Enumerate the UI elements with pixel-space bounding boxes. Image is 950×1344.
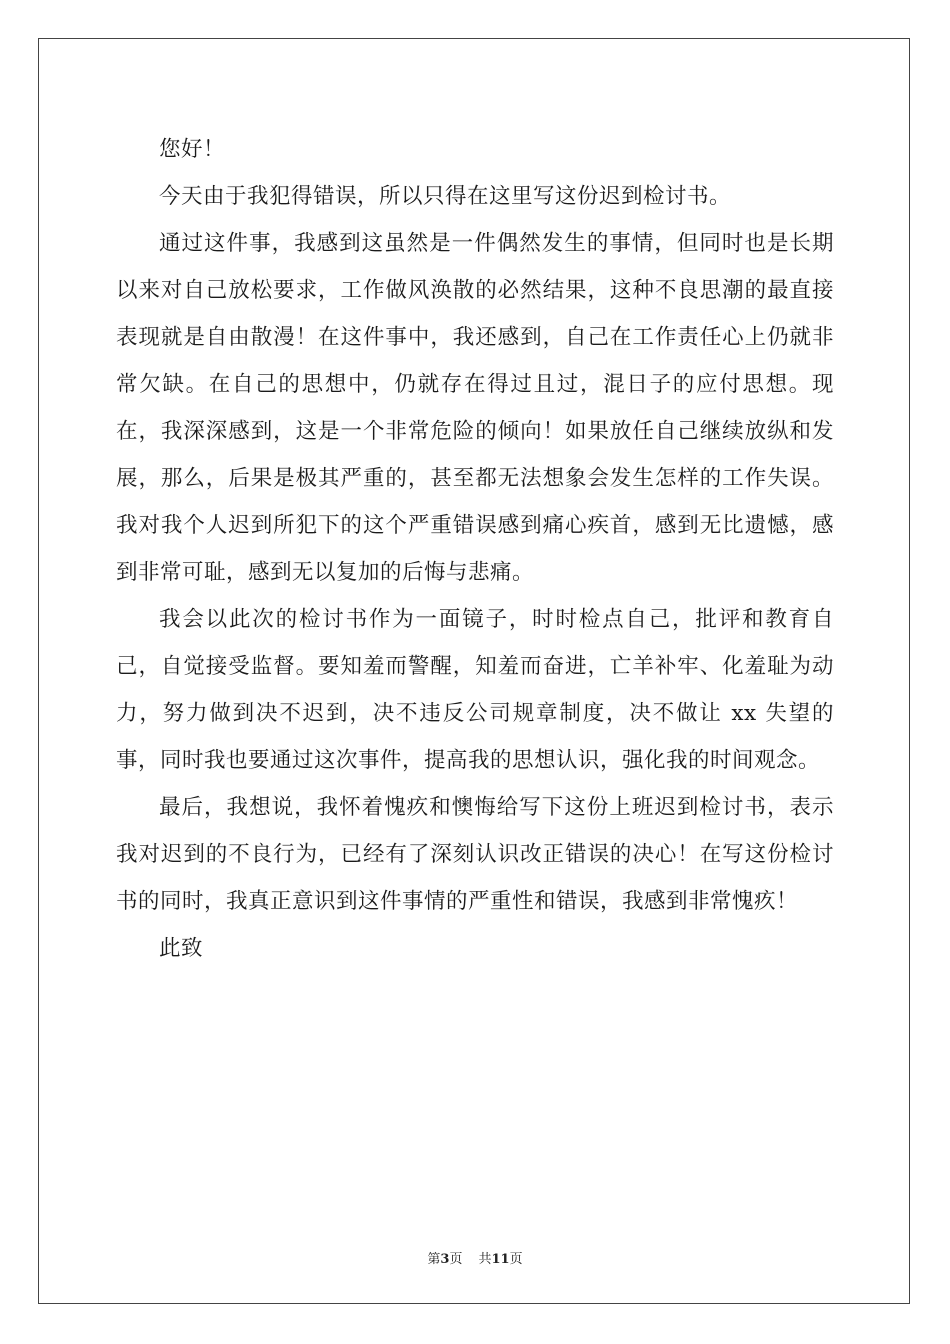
page-prefix: 第 — [427, 1252, 441, 1267]
page-number: 3 — [440, 1252, 450, 1267]
greeting: 您好！ — [159, 137, 226, 162]
closing-salutation: 此致 — [159, 936, 204, 961]
total-suffix: 页 — [509, 1252, 523, 1267]
paragraph-conclusion: 最后，我想说，我怀着愧疚和懊悔给写下这份上班迟到检讨书，表示我对迟到的不良行为，已经有了深刻认识改正错误的决心！在写这份检讨书的同时，我真正意识到这件事情的严重性和错误，我感到非常愧疚！ — [116, 795, 834, 914]
paragraph-intro: 今天由于我犯得错误，所以只得在这里写这份迟到检讨书。 — [159, 184, 732, 209]
total-prefix: 共 — [478, 1252, 492, 1267]
document-body — [116, 126, 834, 972]
page-suffix: 页 — [449, 1252, 463, 1267]
total-pages: 11 — [491, 1252, 510, 1267]
paragraph-commitment: 我会以此次的检讨书作为一面镜子，时时检点自己，批评和教育自己，自觉接受监督。要知羞而警醒，知羞而奋进，亡羊补牢、化羞耻为动力，努力做到决不迟到，决不违反公司规章制度，决不做让 xx 失望的事，同时我也要通过这次事件，提高我的思想认识，强化我的时间观念。 — [116, 607, 834, 773]
paragraph-reflection: 通过这件事，我感到这虽然是一件偶然发生的事情，但同时也是长期以来对自己放松要求，工作做风涣散的必然结果，这种不良思潮的最直接表现就是自由散漫！在这件事中，我还感到，自己在工作责任心上仍就非常欠缺。在自己的思想中，仍就存在得过且过，混日子的应付思想。现在，我深深感到，这是一个非常危险的倾向！如果放任自己继续放纵和发展，那么，后果是极其严重的，甚至都无法想象会发生怎样的工作失误。我对我个人迟到所犯下的这个严重错误感到痛心疾首，感到无比遗憾，感到非常可耻，感到无以复加的后悔与悲痛。 — [116, 231, 834, 585]
page-footer — [0, 1248, 950, 1267]
